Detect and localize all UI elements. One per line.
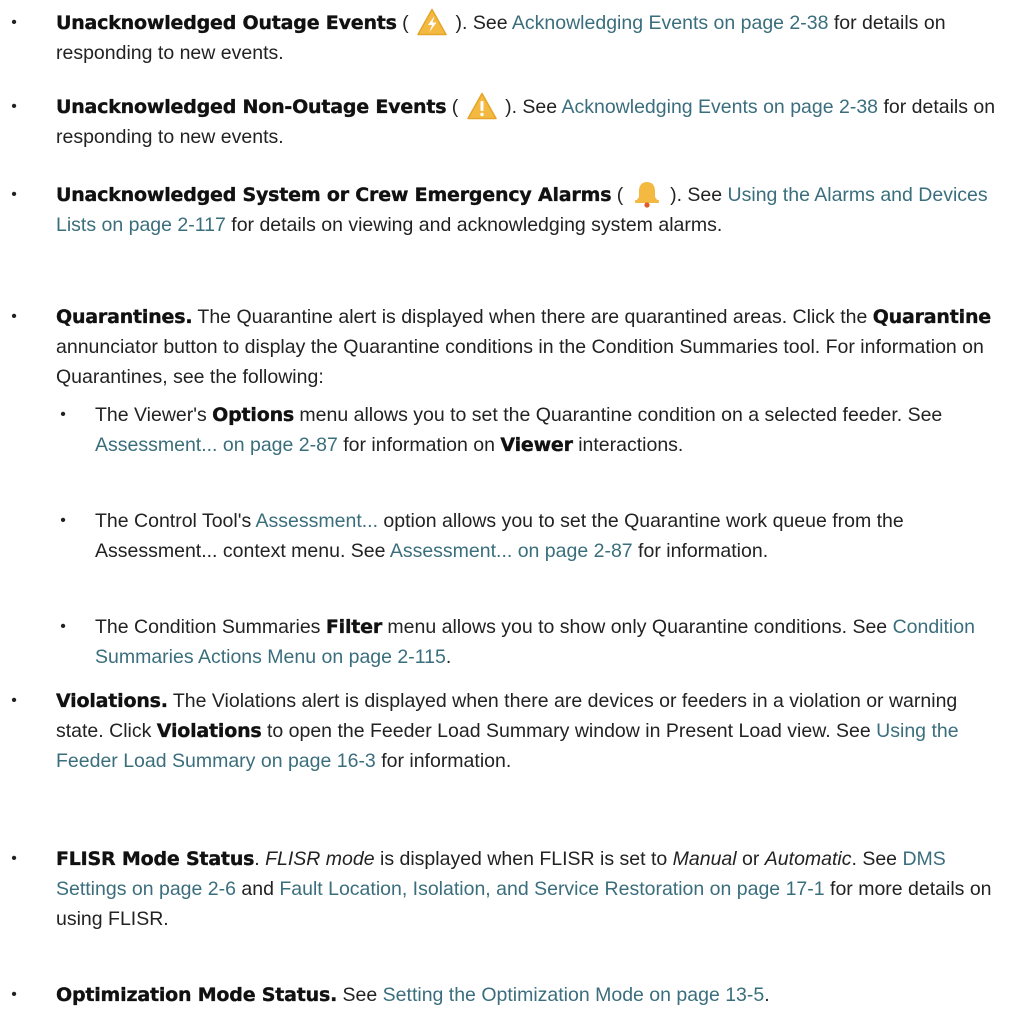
bullet: • [11, 98, 17, 115]
link-acknowledging-events[interactable]: Acknowledging Events on page 2-38 [561, 96, 879, 118]
item-title: FLISR Mode Status [56, 848, 255, 870]
link-feeder-load-summary[interactable]: Using the Feeder Load Summary on page 16-3 [56, 720, 959, 772]
link-condition-summaries-actions[interactable]: Condition Summaries Actions Menu on page 2-115 [95, 616, 975, 668]
sub-item-viewer-options: • The Viewer's Options menu allows you to set the Quarantine condition on a selected feeder. See Assessment... on page 2-87 for information on Viewer interactions. [95, 400, 1000, 460]
bullet: • [11, 850, 17, 867]
bullet: • [60, 618, 66, 635]
warning-triangle-icon [467, 92, 497, 120]
item-title: Optimization Mode Status. [56, 984, 338, 1006]
bullet: • [11, 986, 17, 1003]
link-optimization-mode[interactable]: Setting the Optimization Mode on page 13-5 [382, 984, 765, 1006]
list-item-non-outage-events: • Unacknowledged Non-Outage Events ( ). See Acknowledging Events on page 2-38 for details on responding to new events. [56, 92, 1006, 152]
item-title: Unacknowledged Non-Outage Events [56, 96, 447, 118]
link-assessment[interactable]: Assessment... on page 2-87 [389, 540, 633, 562]
sub-item-control-tool: • The Control Tool's Assessment... option allows you to set the Quarantine work queue from the Assessment... context menu. See Assessment... on page 2-87 for information. [95, 506, 1000, 566]
bell-icon [632, 180, 662, 208]
list-item-flisr-mode: • FLISR Mode Status. FLISR mode is displayed when FLISR is set to Manual or Automatic. See DMS Settings on page 2-6 and Fault Location, Isolation, and Service Restoration on page 17-1 for more details on using FLISR. [56, 844, 1006, 934]
list-item-emergency-alarms: • Unacknowledged System or Crew Emergency Alarms ( ). See Using the Alarms and Devices Lists on page 2-117 for details on viewing and acknowledging system alarms. [56, 180, 1006, 240]
link-acknowledging-events[interactable]: Acknowledging Events on page 2-38 [511, 12, 829, 34]
list-item-quarantines: • Quarantines. The Quarantine alert is displayed when there are quarantined areas. Click the Quarantine annunciator button to display the Quarantine conditions in the Condition Summaries tool. For information on Quarantines, see the following: [56, 302, 1006, 392]
link-assessment[interactable]: Assessment... on page 2-87 [95, 434, 338, 456]
list-item-outage-events: • Unacknowledged Outage Events ( ). See Acknowledging Events on page 2-38 for details on responding to new events. [56, 8, 1006, 68]
bullet: • [11, 14, 17, 31]
list-item-optimization-mode: • Optimization Mode Status. See Setting the Optimization Mode on page 13-5. [56, 980, 1006, 1010]
bullet: • [11, 692, 17, 709]
link-alarms-devices-lists[interactable]: Using the Alarms and Devices Lists on page 2-117 [56, 184, 988, 236]
bullet: • [11, 186, 17, 203]
item-title: Unacknowledged System or Crew Emergency Alarms [56, 184, 612, 206]
item-title: Violations. [56, 690, 168, 712]
link-dms-settings[interactable]: DMS Settings on page 2-6 [56, 848, 946, 900]
bullet: • [11, 308, 17, 325]
link-assessment-option[interactable]: Assessment... [255, 510, 379, 532]
bullet: • [60, 512, 66, 529]
item-title: Quarantines. [56, 306, 193, 328]
sub-item-condition-filter: • The Condition Summaries Filter menu allows you to show only Quarantine conditions. See Condition Summaries Actions Menu on page 2-115. [95, 612, 1000, 672]
list-item-violations: • Violations. The Violations alert is displayed when there are devices or feeders in a violation or warning state. Click Violations to open the Feeder Load Summary window in Present Load view. See Using the Feeder Load Summary on page 16-3 for information. [56, 686, 1006, 776]
item-title: Unacknowledged Outage Events [56, 12, 397, 34]
lightning-bolt-icon [417, 8, 447, 36]
link-fault-location-restoration[interactable]: Fault Location, Isolation, and Service Restoration on page 17-1 [279, 878, 825, 900]
bullet: • [60, 406, 66, 423]
